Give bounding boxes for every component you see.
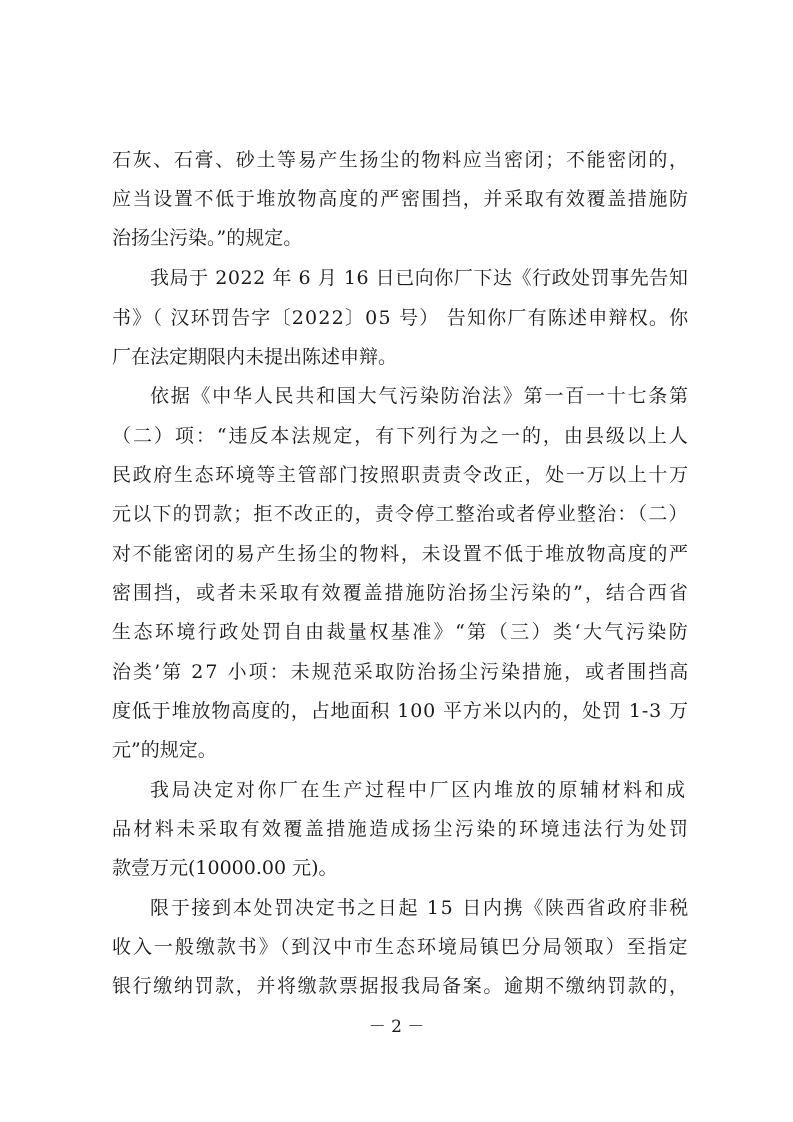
- text-line: 我局于 2022 年 6 月 16 日已向你厂下达《行政处罚事先告知: [150, 267, 689, 289]
- text-line: 密围挡，或者未采取有效覆盖措施防治扬尘污染的”，结合西省: [112, 582, 690, 604]
- text-line: 石灰、石膏、砂土等易产生扬尘的物料应当密闭；不能密闭的，: [112, 149, 690, 171]
- text-line: 依据《中华人民共和国大气污染防治法》第一百一十七条第: [150, 385, 690, 407]
- text-line: 我局决定对你厂在生产过程中厂区内堆放的原辅材料和成: [150, 779, 688, 801]
- text-line: 生态环境行政处罚自由裁量权基准》“第（三）类‘大气污染防: [112, 621, 691, 643]
- text-line: 品材料未采取有效覆盖措施造成扬尘污染的环境违法行为处罚: [112, 818, 691, 840]
- text-line: 元”的规定。: [112, 739, 217, 761]
- text-line: 银行缴纳罚款，并将缴款票据报我局备案。逾期不缴纳罚款的，: [112, 975, 690, 997]
- text-line: 应当设置不低于堆放物高度的严密围挡，并采取有效覆盖措施防: [112, 188, 690, 210]
- text-line: 款壹万元(10000.00 元)。: [112, 857, 338, 879]
- text-line: 治类’第 27 小项：未规范采取防治扬尘污染措施，或者围挡高: [112, 661, 691, 683]
- text-line: 民政府生态环境等主管部门按照职责责令改正，处一万以上十万: [112, 464, 690, 486]
- text-line: 书》（ 汉环罚告字〔2022〕05 号） 告知你厂有陈述申辩权。你: [112, 307, 690, 329]
- text-line: 收入一般缴款书》（到汉中市生态环境局镇巴分局领取）至指定: [112, 936, 690, 958]
- text-line: 厂在法定期限内未提出陈述申辩。: [112, 346, 398, 368]
- text-line: 治扬尘污染。”的规定。: [112, 227, 303, 249]
- text-line: 度低于堆放物高度的，占地面积 100 平方米以内的，处罚 1-3 万: [112, 700, 689, 722]
- text-line: 元以下的罚款；拒不改正的，责令停工整治或者停业整治：（二）: [112, 503, 689, 525]
- text-line: （二）项：“违反本法规定，有下列行为之一的，由县级以上人: [112, 425, 690, 447]
- text-line: 对不能密闭的易产生扬尘的物料，未设置不低于堆放物高度的严: [112, 543, 690, 565]
- page-number: － 2 －: [368, 1017, 425, 1037]
- text-line: 限于接到本处罚决定书之日起 15 日内携《陕西省政府非税: [150, 897, 690, 919]
